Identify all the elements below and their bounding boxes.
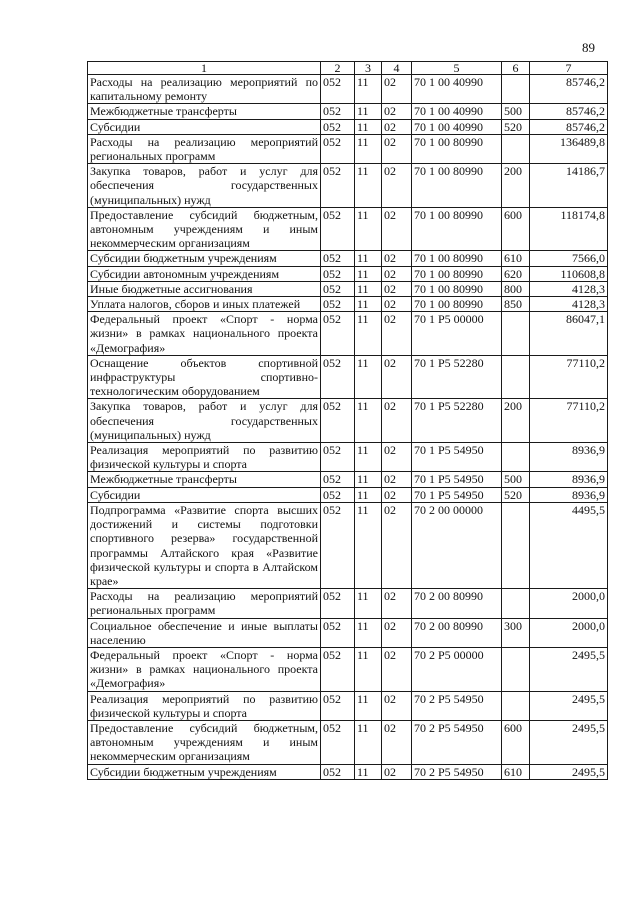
subsection-code-cell: 02 xyxy=(382,472,412,487)
amount-cell: 4128,3 xyxy=(530,297,608,312)
expense-type-cell: 800 xyxy=(502,281,530,296)
expense-name-cell: Межбюджетные трансферты xyxy=(88,472,321,487)
amount-cell: 8936,9 xyxy=(530,472,608,487)
expense-type-cell xyxy=(502,502,530,588)
target-article-cell: 70 2 P5 54950 xyxy=(412,720,502,764)
target-article-cell: 70 1 00 80990 xyxy=(412,297,502,312)
expense-name-cell: Субсидии xyxy=(88,487,321,502)
header-cell: 6 xyxy=(502,62,530,75)
subsection-code-cell: 02 xyxy=(382,647,412,691)
subsection-code-cell: 02 xyxy=(382,691,412,720)
target-article-cell: 70 2 P5 54950 xyxy=(412,691,502,720)
subsection-code-cell: 02 xyxy=(382,355,412,399)
table-row xyxy=(88,502,608,588)
section-code-cell: 11 xyxy=(355,589,382,618)
amount-cell: 85746,2 xyxy=(530,75,608,104)
subsection-code-cell: 02 xyxy=(382,399,412,443)
ministry-code-cell: 052 xyxy=(321,647,355,691)
amount-cell: 85746,2 xyxy=(530,104,608,119)
ministry-code-cell: 052 xyxy=(321,134,355,163)
section-code-cell: 11 xyxy=(355,251,382,266)
expense-name-cell: Реализация мероприятий по развитию физической культуры и спорта xyxy=(88,443,321,472)
subsection-code-cell: 02 xyxy=(382,312,412,356)
subsection-code-cell: 02 xyxy=(382,764,412,779)
header-cell: 2 xyxy=(321,62,355,75)
expense-name-cell: Закупка товаров, работ и услуг для обеспечения государственных (муниципальных) нужд xyxy=(88,399,321,443)
section-code-cell: 11 xyxy=(355,720,382,764)
amount-cell: 4495,5 xyxy=(530,502,608,588)
section-code-cell: 11 xyxy=(355,266,382,281)
expense-name-cell: Предоставление субсидий бюджетным, автономным учреждениям и иным некоммерческим организациям xyxy=(88,207,321,251)
target-article-cell: 70 1 00 80990 xyxy=(412,207,502,251)
section-code-cell: 11 xyxy=(355,164,382,208)
table-row xyxy=(88,355,608,399)
amount-cell: 8936,9 xyxy=(530,487,608,502)
section-code-cell: 11 xyxy=(355,472,382,487)
table-row xyxy=(88,251,608,266)
amount-cell: 2000,0 xyxy=(530,589,608,618)
table-body xyxy=(88,62,608,780)
amount-cell: 14186,7 xyxy=(530,164,608,208)
header-cell: 4 xyxy=(382,62,412,75)
ministry-code-cell: 052 xyxy=(321,472,355,487)
subsection-code-cell: 02 xyxy=(382,297,412,312)
target-article-cell: 70 2 00 00000 xyxy=(412,502,502,588)
ministry-code-cell: 052 xyxy=(321,487,355,502)
section-code-cell: 11 xyxy=(355,119,382,134)
ministry-code-cell: 052 xyxy=(321,764,355,779)
section-code-cell: 11 xyxy=(355,764,382,779)
table-row xyxy=(88,487,608,502)
expense-name-cell: Субсидии автономным учреждениям xyxy=(88,266,321,281)
expense-name-cell: Расходы на реализацию мероприятий региональных программ xyxy=(88,134,321,163)
table-row xyxy=(88,647,608,691)
subsection-code-cell: 02 xyxy=(382,134,412,163)
expense-type-cell xyxy=(502,355,530,399)
ministry-code-cell: 052 xyxy=(321,502,355,588)
table-row xyxy=(88,691,608,720)
amount-cell: 136489,8 xyxy=(530,134,608,163)
section-code-cell: 11 xyxy=(355,355,382,399)
ministry-code-cell: 052 xyxy=(321,164,355,208)
ministry-code-cell: 052 xyxy=(321,119,355,134)
expense-type-cell xyxy=(502,443,530,472)
section-code-cell: 11 xyxy=(355,207,382,251)
expense-type-cell: 620 xyxy=(502,266,530,281)
table-row xyxy=(88,472,608,487)
expense-type-cell: 520 xyxy=(502,119,530,134)
subsection-code-cell: 02 xyxy=(382,589,412,618)
table-row xyxy=(88,207,608,251)
ministry-code-cell: 052 xyxy=(321,266,355,281)
table-row xyxy=(88,75,608,104)
expense-name-cell: Подпрограмма «Развитие спорта высших достижений и системы подготовки спортивного резерва» государственной программы Алтайского края «Развитие физической культуры и спорта в Алтайском крае» xyxy=(88,502,321,588)
amount-cell: 2495,5 xyxy=(530,764,608,779)
target-article-cell: 70 1 P5 00000 xyxy=(412,312,502,356)
table-row xyxy=(88,589,608,618)
ministry-code-cell: 052 xyxy=(321,691,355,720)
target-article-cell: 70 1 00 80990 xyxy=(412,281,502,296)
table-row xyxy=(88,134,608,163)
table-row xyxy=(88,618,608,647)
ministry-code-cell: 052 xyxy=(321,618,355,647)
expense-type-cell: 500 xyxy=(502,472,530,487)
section-code-cell: 11 xyxy=(355,312,382,356)
expense-name-cell: Субсидии бюджетным учреждениям xyxy=(88,251,321,266)
ministry-code-cell: 052 xyxy=(321,720,355,764)
target-article-cell: 70 1 00 80990 xyxy=(412,134,502,163)
amount-cell: 2495,5 xyxy=(530,720,608,764)
target-article-cell: 70 2 P5 54950 xyxy=(412,764,502,779)
amount-cell: 7566,0 xyxy=(530,251,608,266)
expense-name-cell: Уплата налогов, сборов и иных платежей xyxy=(88,297,321,312)
ministry-code-cell: 052 xyxy=(321,399,355,443)
header-cell: 3 xyxy=(355,62,382,75)
amount-cell: 2000,0 xyxy=(530,618,608,647)
table-row xyxy=(88,164,608,208)
expense-type-cell: 600 xyxy=(502,720,530,764)
table-row xyxy=(88,720,608,764)
target-article-cell: 70 1 P5 54950 xyxy=(412,443,502,472)
expense-type-cell xyxy=(502,134,530,163)
expense-type-cell: 850 xyxy=(502,297,530,312)
ministry-code-cell: 052 xyxy=(321,104,355,119)
section-code-cell: 11 xyxy=(355,399,382,443)
expense-type-cell xyxy=(502,589,530,618)
expense-name-cell: Реализация мероприятий по развитию физической культуры и спорта xyxy=(88,691,321,720)
expense-type-cell: 610 xyxy=(502,764,530,779)
expense-type-cell: 300 xyxy=(502,618,530,647)
expense-type-cell: 200 xyxy=(502,164,530,208)
subsection-code-cell: 02 xyxy=(382,119,412,134)
expense-type-cell xyxy=(502,75,530,104)
expense-name-cell: Межбюджетные трансферты xyxy=(88,104,321,119)
target-article-cell: 70 1 P5 52280 xyxy=(412,355,502,399)
table-row xyxy=(88,399,608,443)
subsection-code-cell: 02 xyxy=(382,720,412,764)
ministry-code-cell: 052 xyxy=(321,281,355,296)
table-row xyxy=(88,266,608,281)
table-row xyxy=(88,297,608,312)
section-code-cell: 11 xyxy=(355,75,382,104)
target-article-cell: 70 2 P5 00000 xyxy=(412,647,502,691)
amount-cell: 4128,3 xyxy=(530,281,608,296)
expense-name-cell: Закупка товаров, работ и услуг для обеспечения государственных (муниципальных) нужд xyxy=(88,164,321,208)
expense-name-cell: Расходы на реализацию мероприятий региональных программ xyxy=(88,589,321,618)
expense-name-cell: Субсидии xyxy=(88,119,321,134)
table-row xyxy=(88,764,608,779)
amount-cell: 8936,9 xyxy=(530,443,608,472)
subsection-code-cell: 02 xyxy=(382,251,412,266)
subsection-code-cell: 02 xyxy=(382,266,412,281)
target-article-cell: 70 1 P5 54950 xyxy=(412,487,502,502)
target-article-cell: 70 2 00 80990 xyxy=(412,618,502,647)
expense-type-cell: 600 xyxy=(502,207,530,251)
section-code-cell: 11 xyxy=(355,134,382,163)
amount-cell: 77110,2 xyxy=(530,355,608,399)
ministry-code-cell: 052 xyxy=(321,589,355,618)
target-article-cell: 70 1 P5 52280 xyxy=(412,399,502,443)
amount-cell: 85746,2 xyxy=(530,119,608,134)
section-code-cell: 11 xyxy=(355,487,382,502)
table-row xyxy=(88,281,608,296)
header-cell: 5 xyxy=(412,62,502,75)
target-article-cell: 70 1 00 40990 xyxy=(412,75,502,104)
target-article-cell: 70 1 00 40990 xyxy=(412,104,502,119)
ministry-code-cell: 052 xyxy=(321,355,355,399)
expense-type-cell: 200 xyxy=(502,399,530,443)
subsection-code-cell: 02 xyxy=(382,618,412,647)
target-article-cell: 70 1 P5 54950 xyxy=(412,472,502,487)
expense-type-cell xyxy=(502,647,530,691)
section-code-cell: 11 xyxy=(355,443,382,472)
expense-type-cell xyxy=(502,691,530,720)
expense-name-cell: Оснащение объектов спортивной инфраструктуры спортивно-технологическим оборудованием xyxy=(88,355,321,399)
expense-name-cell: Субсидии бюджетным учреждениям xyxy=(88,764,321,779)
page-number: 89 xyxy=(582,40,595,55)
amount-cell: 118174,8 xyxy=(530,207,608,251)
amount-cell: 110608,8 xyxy=(530,266,608,281)
table-row xyxy=(88,443,608,472)
section-code-cell: 11 xyxy=(355,691,382,720)
subsection-code-cell: 02 xyxy=(382,207,412,251)
subsection-code-cell: 02 xyxy=(382,443,412,472)
target-article-cell: 70 1 00 80990 xyxy=(412,164,502,208)
table-row xyxy=(88,312,608,356)
expense-type-cell: 520 xyxy=(502,487,530,502)
section-code-cell: 11 xyxy=(355,502,382,588)
target-article-cell: 70 1 00 80990 xyxy=(412,266,502,281)
target-article-cell: 70 1 00 80990 xyxy=(412,251,502,266)
subsection-code-cell: 02 xyxy=(382,281,412,296)
ministry-code-cell: 052 xyxy=(321,443,355,472)
header-cell: 7 xyxy=(530,62,608,75)
header-cell: 1 xyxy=(88,62,321,75)
subsection-code-cell: 02 xyxy=(382,75,412,104)
ministry-code-cell: 052 xyxy=(321,207,355,251)
table-row xyxy=(88,104,608,119)
expense-name-cell: Федеральный проект «Спорт - норма жизни» в рамках национального проекта «Демография» xyxy=(88,647,321,691)
expense-name-cell: Социальное обеспечение и иные выплаты населению xyxy=(88,618,321,647)
expense-name-cell: Расходы на реализацию мероприятий по капитальному ремонту xyxy=(88,75,321,104)
expense-type-cell xyxy=(502,312,530,356)
amount-cell: 2495,5 xyxy=(530,691,608,720)
subsection-code-cell: 02 xyxy=(382,502,412,588)
subsection-code-cell: 02 xyxy=(382,164,412,208)
ministry-code-cell: 052 xyxy=(321,312,355,356)
subsection-code-cell: 02 xyxy=(382,104,412,119)
amount-cell: 2495,5 xyxy=(530,647,608,691)
expense-name-cell: Иные бюджетные ассигнования xyxy=(88,281,321,296)
amount-cell: 86047,1 xyxy=(530,312,608,356)
section-code-cell: 11 xyxy=(355,104,382,119)
header-row xyxy=(88,62,608,75)
section-code-cell: 11 xyxy=(355,618,382,647)
ministry-code-cell: 052 xyxy=(321,75,355,104)
ministry-code-cell: 052 xyxy=(321,251,355,266)
ministry-code-cell: 052 xyxy=(321,297,355,312)
target-article-cell: 70 1 00 40990 xyxy=(412,119,502,134)
section-code-cell: 11 xyxy=(355,647,382,691)
target-article-cell: 70 2 00 80990 xyxy=(412,589,502,618)
subsection-code-cell: 02 xyxy=(382,487,412,502)
budget-table xyxy=(87,61,608,780)
expense-name-cell: Предоставление субсидий бюджетным, автономным учреждениям и иным некоммерческим организациям xyxy=(88,720,321,764)
section-code-cell: 11 xyxy=(355,297,382,312)
section-code-cell: 11 xyxy=(355,281,382,296)
expense-type-cell: 500 xyxy=(502,104,530,119)
expense-name-cell: Федеральный проект «Спорт - норма жизни» в рамках национального проекта «Демография» xyxy=(88,312,321,356)
expense-type-cell: 610 xyxy=(502,251,530,266)
table-row xyxy=(88,119,608,134)
amount-cell: 77110,2 xyxy=(530,399,608,443)
